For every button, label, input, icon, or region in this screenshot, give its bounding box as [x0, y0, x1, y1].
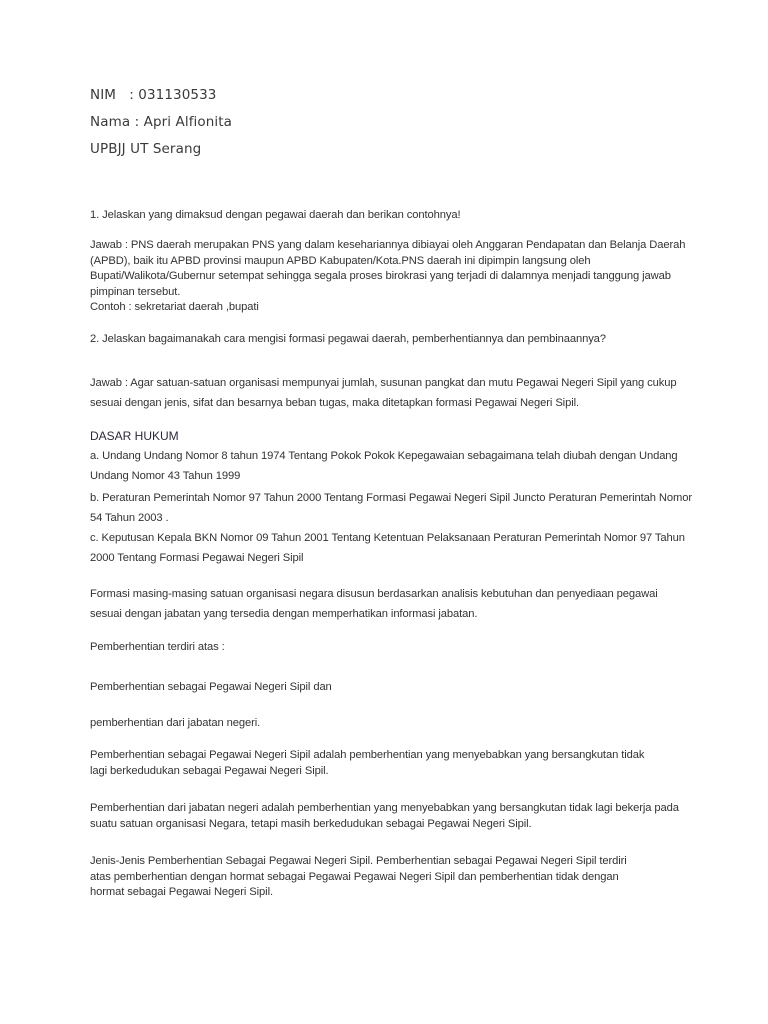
nama-line: Nama : Apri Alfionita: [90, 114, 233, 130]
question-1: 1. Jelaskan yang dimaksud dengan pegawai daerah dan berikan contohnya!: [90, 209, 461, 221]
nim-line: [90, 87, 216, 103]
upbjj-line: UPBJJ UT Serang: [90, 141, 202, 157]
pemberhentian-item-1: Pemberhentian sebagai Pegawai Negeri Sipil dan: [90, 681, 332, 693]
jenis-pemberhentian-paragraph: Jenis-Jenis Pemberhentian Sebagai Pegawai Negeri Sipil. Pemberhentian sebagai Pegawai Negeri Sipil terdiri atas pemberhentian dengan hormat sebagai Pegawai Pegawai Negeri Sipil dan pemberhentian tidak dengan hormat sebagai Pegawai Negeri Sipil.: [90, 855, 627, 898]
dasar-hukum-a: a. Undang Undang Nomor 8 tahun 1974 Tentang Pokok Pokok Kepegawaian sebagaimana telah diubah dengan Undang Undang Nomor 43 Tahun 1999: [90, 450, 678, 482]
answer-1: [90, 238, 690, 316]
pemberhentian-definition-1: Pemberhentian sebagai Pegawai Negeri Sipil adalah pemberhentian yang menyebabkan yang bersangkutan tidak lagi berkedudukan sebagai Pegawai Negeri Sipil.: [90, 749, 645, 777]
pemberhentian-item-2: pemberhentian dari jabatan negeri.: [90, 717, 261, 729]
nim-value: : 031130533: [129, 87, 217, 103]
pemberhentian-intro: Pemberhentian terdiri atas :: [90, 641, 225, 653]
dasar-hukum-b: b. Peraturan Pemerintah Nomor 97 Tahun 2000 Tentang Formasi Pegawai Negeri Sipil Juncto Peraturan Pemerintah Nomor 54 Tahun 2003 .: [90, 492, 692, 524]
answer-2: Jawab : Agar satuan-satuan organisasi mempunyai jumlah, susunan pangkat dan mutu Pegawai Negeri Sipil yang cukup sesuai dengan jenis, sifat dan besarnya beban tugas, maka ditetapkan formasi Pegawai Negeri Sipil.: [90, 377, 677, 409]
answer-1-contoh: Contoh : sekretariat daerah ,bupati: [90, 301, 259, 313]
pemberhentian-definition-2: Pemberhentian dari jabatan negeri adalah pemberhentian yang menyebabkan yang bersangkutan tidak lagi bekerja pada suatu satuan organisasi Negara, tetapi masih berkedudukan sebagai Pegawai Negeri Sipil.: [90, 802, 679, 830]
dasar-hukum-heading: DASAR HUKUM: [90, 429, 179, 443]
formasi-paragraph: Formasi masing-masing satuan organisasi negara disusun berdasarkan analisis kebutuhan dan penyediaan pegawai sesuai dengan jabatan yang tersedia dengan memperhatikan informasi jabatan.: [90, 588, 658, 620]
nim-label: NIM: [90, 87, 117, 103]
question-2: 2. Jelaskan bagaimanakah cara mengisi formasi pegawai daerah, pemberhentiannya dan pembinaannya?: [90, 333, 606, 345]
answer-1-text: Jawab : PNS daerah merupakan PNS yang dalam kesehariannya dibiayai oleh Anggaran Pendapatan dan Belanja Daerah (APBD), baik itu APBD provinsi maupun APBD Kabupaten/Kota.PNS daerah ini dipimpin langsung oleh Bupati/Walikota/Gubernur setempat sehingga segala proses birokrasi yang terjadi di dalamnya menjadi tanggung jawab pimpinan tersebut.: [90, 239, 686, 298]
dasar-hukum-c: c. Keputusan Kepala BKN Nomor 09 Tahun 2001 Tentang Ketentuan Pelaksanaan Peraturan Pemerintah Nomor 97 Tahun 2000 Tentang Formasi Pegawai Negeri Sipil: [90, 532, 685, 564]
